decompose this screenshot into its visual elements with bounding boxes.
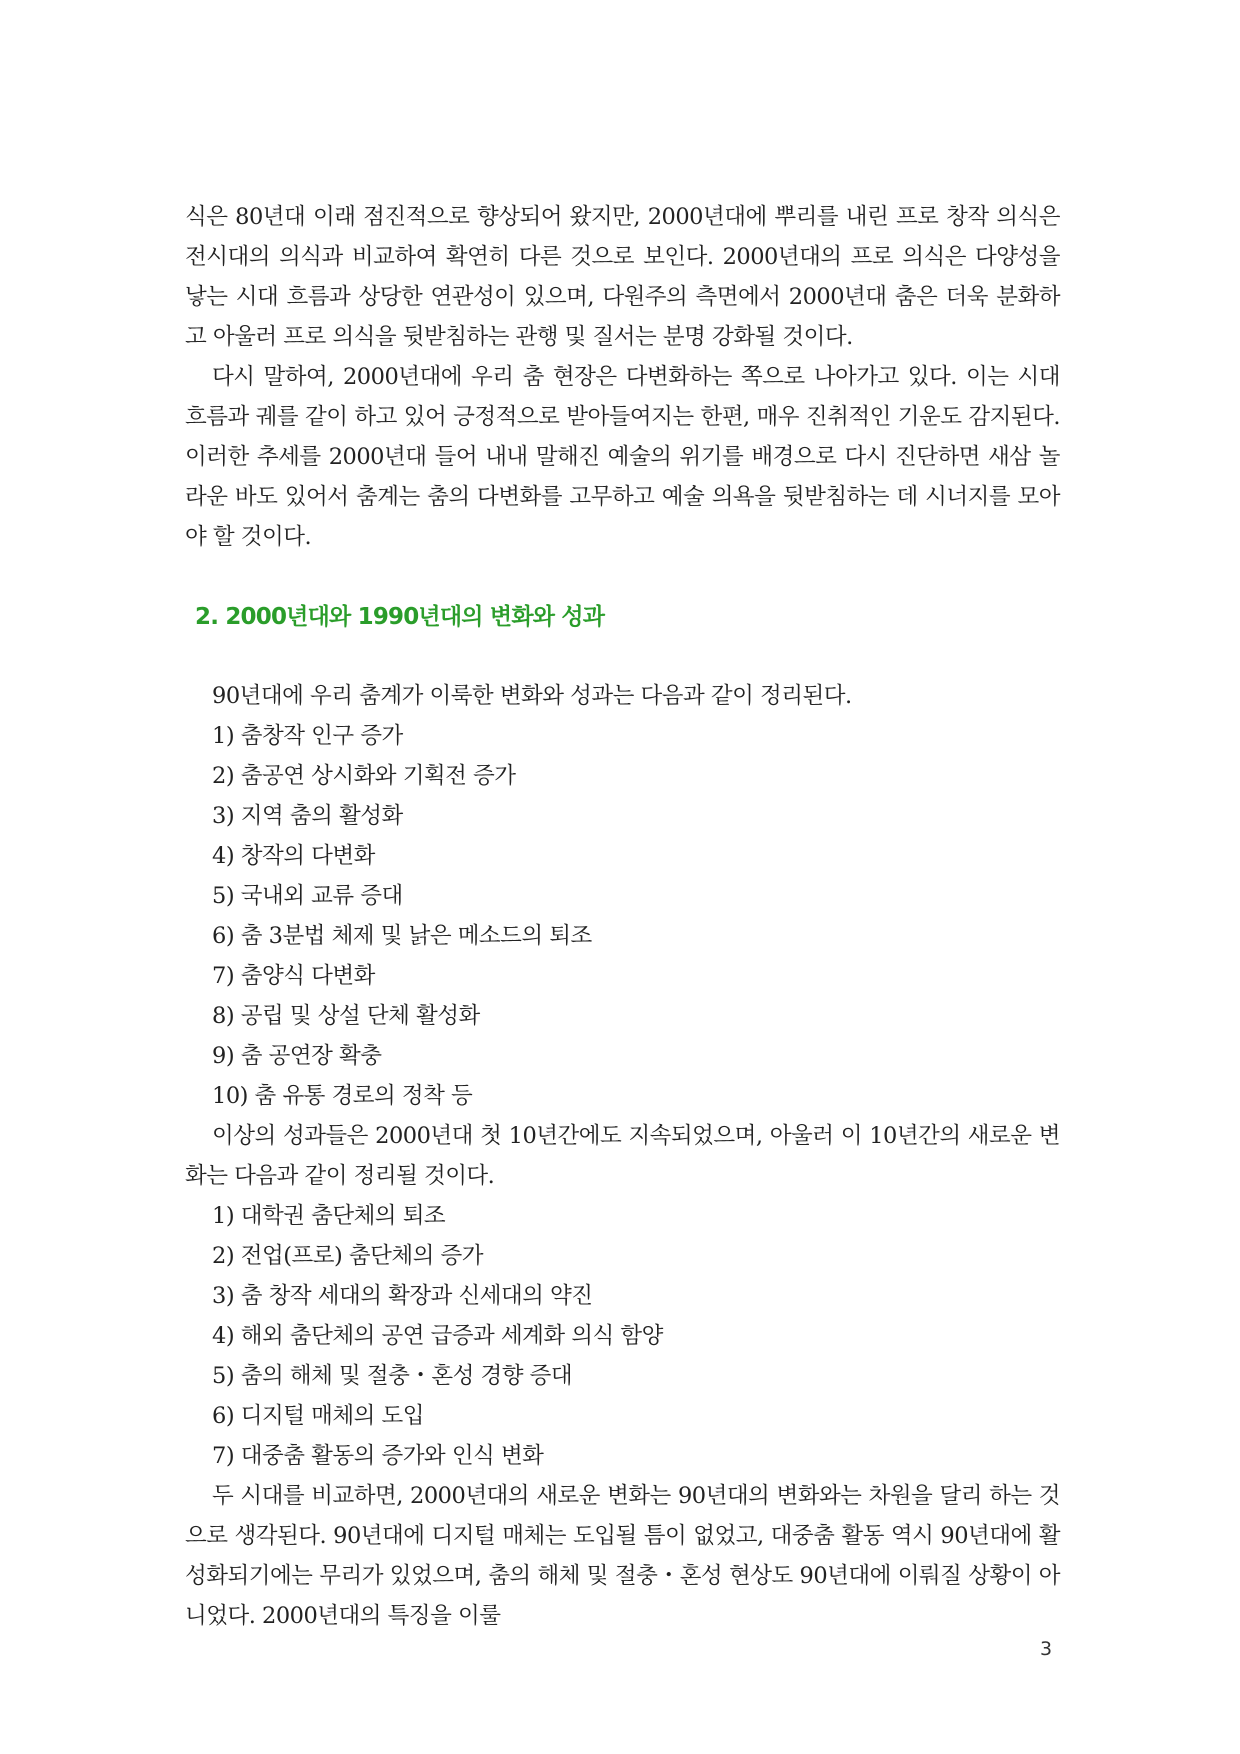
list-item: 3) 춤 창작 세대의 확장과 신세대의 약진 [212,1283,593,1309]
section-heading: 2. 2000년대와 1990년대의 변화와 성과 [195,604,605,630]
list-item: 7) 대중춤 활동의 증가와 인식 변화 [212,1443,544,1469]
paragraph-comparison: 두 시대를 비교하면, 2000년대의 새로운 변화는 90년대의 변화와는 차원을 달리 하는 것으로 생각된다. 90년대에 디지털 매체는 도입될 틈이 없었고, 대중춤 활동 역시 90년대에 활성화되기에는 무리가 있었으며, 춤의 해체 및 절충・혼성 현상도 90년대에 이뤄질 상황이 아니었다. 2000년대의 특징을 이룰 [185,1483,1060,1629]
paragraph-90s-intro: 90년대에 우리 춤계가 이룩한 변화와 성과는 다음과 같이 정리된다. [212,683,852,709]
list-item: 4) 창작의 다변화 [212,843,375,869]
paragraph-diversification: 다시 말하여, 2000년대에 우리 춤 현장은 다변화하는 쪽으로 나아가고 있다. 이는 시대 흐름과 궤를 같이 하고 있어 긍정적으로 받아들여지는 한편, 매우 진취적인 기운도 감지된다. 이러한 추세를 2000년대 들어 내내 말해진 예술의 위기를 배경으로 다시 진단하면 새삼 놀라운 바도 있어서 춤계는 춤의 다변화를 고무하고 예술 의욕을 뒷받침하는 데 시너지를 모아야 할 것이다. [185,364,1060,550]
paragraph-pro-consciousness: 식은 80년대 이래 점진적으로 향상되어 왔지만, 2000년대에 뿌리를 내린 프로 창작 의식은 전시대의 의식과 비교하여 확연히 다른 것으로 보인다. 2000년대의 프로 의식은 다양성을 낳는 시대 흐름과 상당한 연관성이 있으며, 다원주의 측면에서 2000년대 춤은 더욱 분화하고 아울러 프로 의식을 뒷받침하는 관행 및 질서는 분명 강화될 것이다. [185,204,1060,350]
list-item: 5) 춤의 해체 및 절충・혼성 경향 증대 [212,1363,573,1389]
list-item: 5) 국내외 교류 증대 [212,883,403,909]
list-item: 4) 해외 춤단체의 공연 급증과 세계화 의식 함양 [212,1323,663,1349]
paragraph-2000s-intro: 이상의 성과들은 2000년대 첫 10년간에도 지속되었으며, 아울러 이 10년간의 새로운 변화는 다음과 같이 정리될 것이다. [185,1123,1060,1189]
page-number: 3 [1040,1638,1053,1660]
list-item: 7) 춤양식 다변화 [212,963,375,989]
list-item: 2) 전업(프로) 춤단체의 증가 [212,1243,483,1269]
list-item: 3) 지역 춤의 활성화 [212,803,403,829]
list-item: 6) 디지털 매체의 도입 [212,1403,424,1429]
list-item: 10) 춤 유통 경로의 정착 등 [212,1083,473,1109]
list-item: 1) 춤창작 인구 증가 [212,723,403,749]
list-item: 1) 대학권 춤단체의 퇴조 [212,1203,446,1229]
list-item: 2) 춤공연 상시화와 기획전 증가 [212,763,516,789]
list-90s-achievements [185,716,1060,1116]
list-item: 9) 춤 공연장 확충 [212,1043,382,1069]
list-item: 6) 춤 3분법 체제 및 낡은 메소드의 퇴조 [212,923,592,949]
list-item: 8) 공립 및 상설 단체 활성화 [212,1003,480,1029]
list-2000s-changes [185,1196,1060,1476]
page-content [185,197,1060,1636]
